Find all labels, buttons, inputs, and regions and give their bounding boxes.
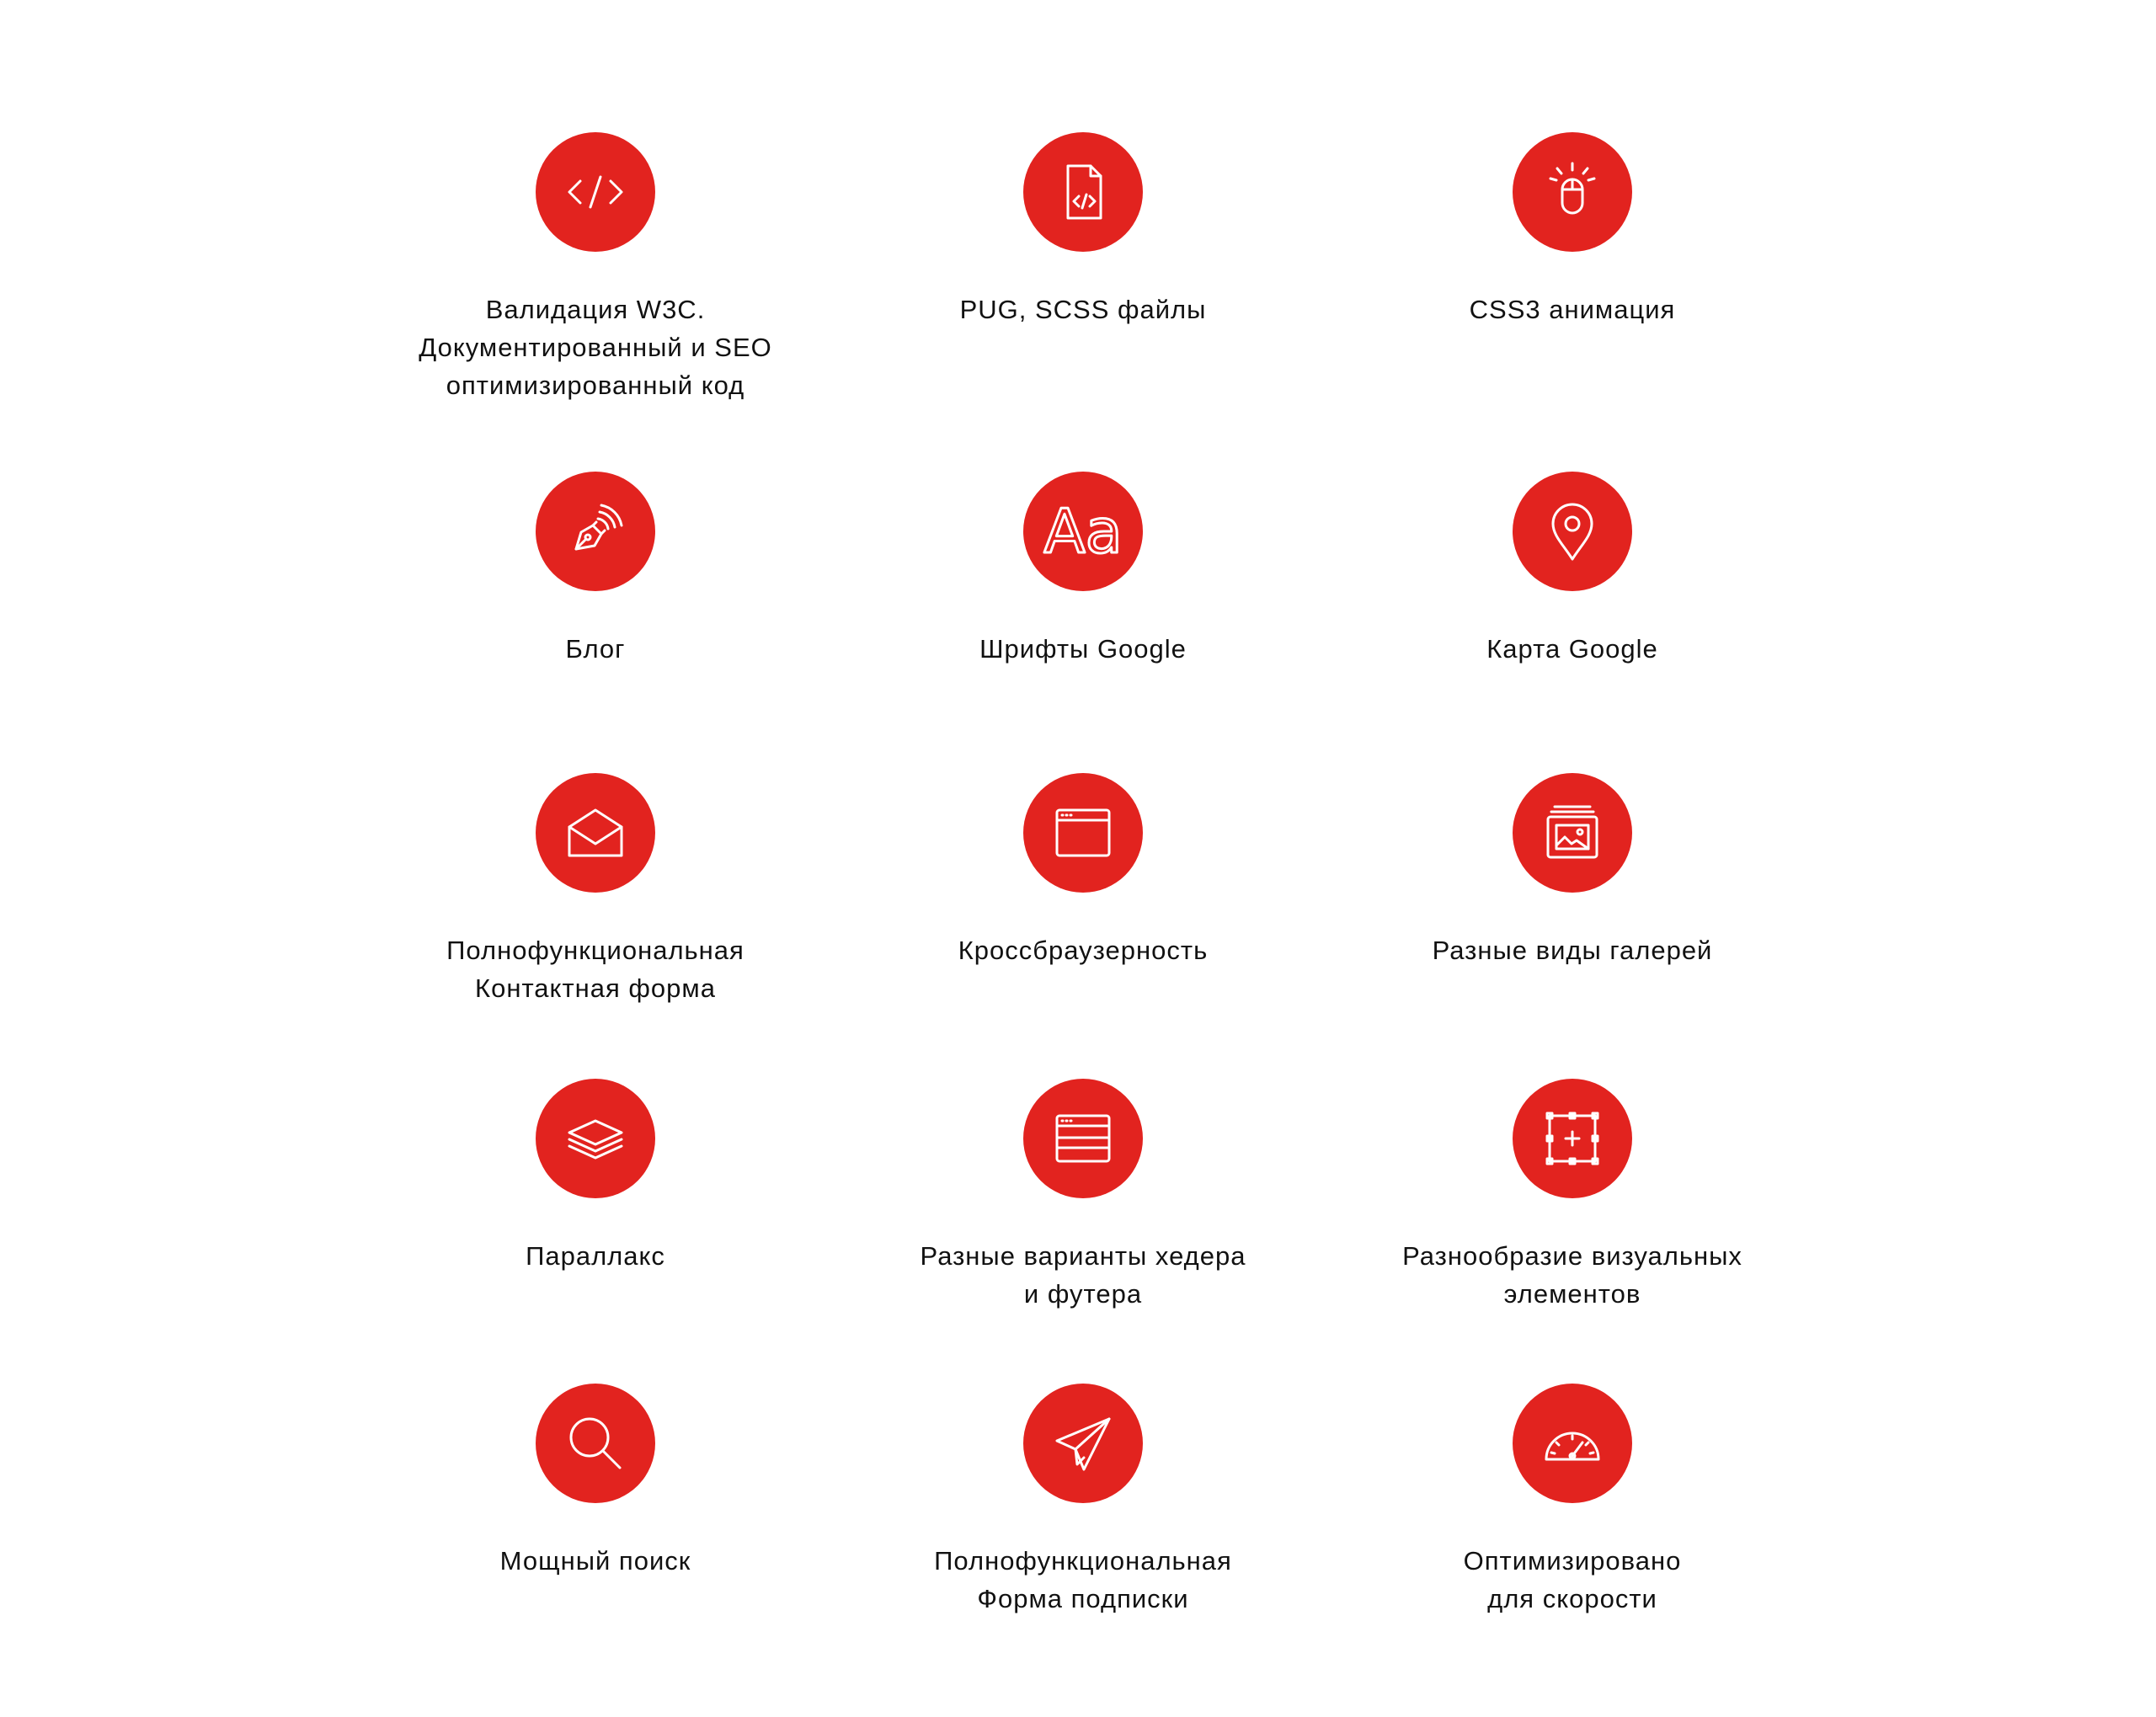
feature-subscribe-form [847, 1384, 1319, 1618]
feature-label: Параллакс [526, 1241, 665, 1271]
feature-label: Карта Google [1486, 634, 1658, 664]
feature-icon-circle [1513, 132, 1632, 252]
feature-label: Мощный поиск [499, 1546, 691, 1576]
feature-icon-circle [536, 1384, 655, 1503]
feature-pug-scss [847, 132, 1319, 328]
feature-label: Валидация W3C. Документированный и SEO оптимизированный код [419, 295, 772, 400]
envelope-icon [558, 795, 633, 871]
feature-icon-circle [1023, 472, 1143, 591]
feature-label: Разные виды галерей [1432, 936, 1713, 965]
feature-contact-form [360, 773, 831, 1007]
feature-icon-circle [1023, 132, 1143, 252]
feature-galleries [1337, 773, 1808, 969]
feature-parallax [360, 1079, 831, 1275]
font-aa-icon [1045, 493, 1121, 569]
feature-icon-circle [1513, 1384, 1632, 1503]
selection-frame-icon [1534, 1101, 1610, 1176]
map-pin-icon [1534, 493, 1610, 569]
header-footer-icon [1045, 1101, 1121, 1176]
feature-icon-circle [1023, 1384, 1143, 1503]
svg-text:Aa: Aa [1043, 496, 1123, 567]
feature-visual-elements [1337, 1079, 1808, 1313]
feature-label: Оптимизировано для скорости [1463, 1546, 1682, 1613]
paper-plane-icon [1045, 1405, 1121, 1481]
layers-icon [558, 1101, 633, 1176]
browser-window-icon [1045, 795, 1121, 871]
feature-label: Кроссбраузерность [958, 936, 1209, 965]
feature-label: Разнообразие визуальных элементов [1402, 1241, 1742, 1309]
feature-icon-circle [1023, 773, 1143, 893]
feature-w3c-validation [360, 132, 831, 404]
feature-icon-circle [1513, 1079, 1632, 1198]
feature-label: Полнофункциональная Форма подписки [934, 1546, 1232, 1613]
feature-icon-circle [1513, 773, 1632, 893]
feature-google-fonts [847, 472, 1319, 668]
feature-icon-circle [536, 773, 655, 893]
feature-icon-circle [536, 132, 655, 252]
code-icon [558, 154, 633, 230]
feature-icon-circle [536, 472, 655, 591]
search-icon [558, 1405, 633, 1481]
feature-label: Разные варианты хедера и футера [920, 1241, 1246, 1309]
feature-header-footer [847, 1079, 1319, 1313]
gallery-icon [1534, 795, 1610, 871]
feature-google-map [1337, 472, 1808, 668]
feature-css3-animation [1337, 132, 1808, 328]
speedometer-icon [1534, 1405, 1610, 1481]
feature-label: Шрифты Google [979, 634, 1187, 664]
feature-label: Полнофункциональная Контактная форма [446, 936, 744, 1003]
feature-blog [360, 472, 831, 668]
feature-icon-circle [536, 1079, 655, 1198]
feature-label: Блог [565, 634, 626, 664]
feature-label: PUG, SCSS файлы [959, 295, 1207, 324]
feature-speed-optimized [1337, 1384, 1808, 1618]
feature-label: CSS3 анимация [1469, 295, 1676, 324]
code-file-icon [1045, 154, 1121, 230]
mouse-click-icon [1534, 154, 1610, 230]
feature-crossbrowser [847, 773, 1319, 969]
feature-icon-circle [1513, 472, 1632, 591]
feature-icon-circle [1023, 1079, 1143, 1198]
pen-nib-icon [558, 493, 633, 569]
feature-search [360, 1384, 831, 1580]
